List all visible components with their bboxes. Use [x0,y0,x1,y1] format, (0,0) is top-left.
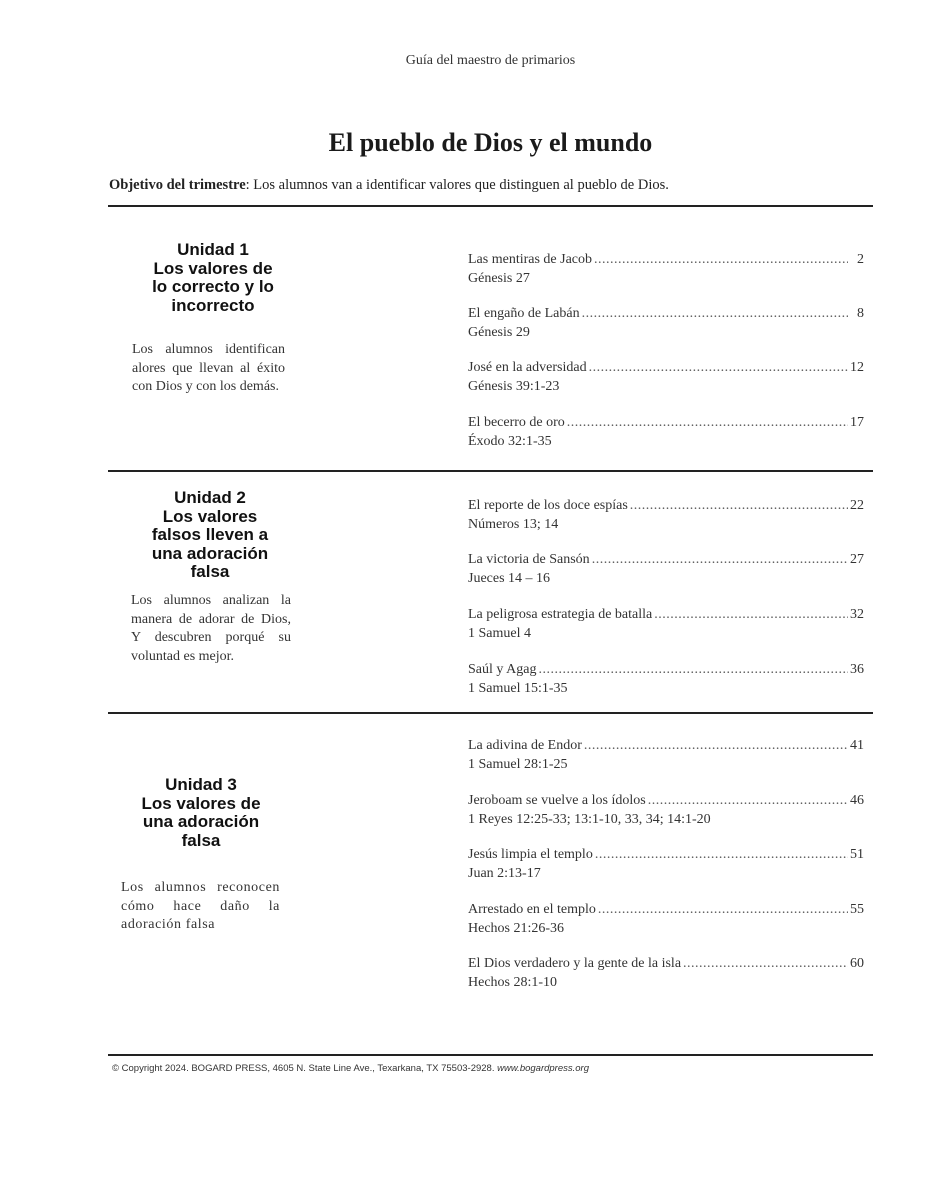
lesson-item [468,496,864,534]
unit-2-heading-line: una adoración [151,543,269,563]
lesson-title: Jeroboam se vuelve a los ídolos [468,793,646,808]
dot-leader [683,954,848,973]
lesson-page-number: 8 [857,306,864,321]
unit-1-heading-line: incorrecto [171,295,255,315]
scripture-reference: Hechos 21:26-36 [468,921,565,936]
lesson-item [468,250,864,288]
lesson-item [468,550,864,588]
lesson-title: La adivina de Endor [468,738,582,753]
lesson-title: El becerro de oro [468,415,565,430]
lesson-page-number: 27 [850,552,864,567]
lesson-title-line [468,413,864,432]
scripture-reference: Génesis 29 [468,325,530,340]
copyright-text: © Copyright 2024. BOGARD PRESS, 4605 N. State Line Ave., Texarkana, TX 75503-2928. [112,1063,498,1074]
lesson-page-number: 60 [850,956,864,971]
dot-leader [648,791,848,810]
unit-3-heading-line: Los valores de [141,793,261,813]
scripture-reference: 1 Samuel 28:1-25 [468,757,568,772]
lesson-title: El Dios verdadero y la gente de la isla [468,956,682,971]
lesson-title-line [468,358,864,377]
unit-1-description: Los alumnos identifican alores que llevan al éxito con Dios y con los demás. [132,342,285,394]
lesson-item [468,304,864,342]
lesson-page-number: 36 [850,662,864,677]
website-link[interactable]: www.bogardpress.org [497,1063,590,1074]
objective-text: : Los alumnos van a identificar valores que distinguen al pueblo de Dios. [245,177,669,193]
lesson-title: Jesús limpia el templo [468,847,593,862]
copyright-footer [112,1063,872,1074]
lesson-page-number: 32 [850,607,864,622]
scripture-reference: Números 13; 14 [468,517,559,532]
unit-2-heading-line: falsos lleven a [151,525,269,544]
unit-3-heading [101,776,301,850]
page-title: El pueblo de Dios y el mundo [328,128,653,157]
lesson-title: Las mentiras de Jacob [468,252,593,267]
lesson-item [468,660,864,698]
lesson-title-line [468,550,864,569]
lesson-page-number: 41 [850,738,864,753]
lesson-title-line [468,250,864,269]
unit-2-description: Los alumnos analizan la manera de adorar de Dios, Y descubren porqué su voluntad es mejor. [131,593,291,664]
lesson-item [468,605,864,643]
scripture-reference: 1 Samuel 15:1-35 [468,681,568,696]
lesson-item [468,845,864,883]
dot-leader [538,660,848,679]
dot-leader [630,496,848,515]
scripture-reference: Éxodo 32:1-35 [468,434,552,449]
lesson-page-number: 17 [850,415,864,430]
lesson-title-line [468,496,864,515]
dot-leader [654,605,848,624]
lesson-item [468,358,864,396]
lesson-title-line [468,736,864,755]
divider-footer [108,1054,873,1056]
lesson-title-line [468,304,864,323]
scripture-reference: Juan 2:13-17 [468,866,541,881]
scripture-reference: 1 Samuel 4 [468,626,531,641]
lesson-title-line [468,954,864,973]
scripture-reference: Génesis 39:1-23 [468,379,560,394]
quarter-objective [109,177,889,194]
lesson-item [468,954,864,992]
running-header: Guía del maestro de primarios [405,53,576,68]
scripture-reference: Hechos 28:1-10 [468,975,558,990]
unit-3-description: Los alumnos reconocen cómo hace daño la adoración falsa [121,880,280,932]
lesson-page-number: 12 [850,360,864,375]
lesson-page-number: 22 [850,498,864,513]
dot-leader [595,845,848,864]
dot-leader [589,358,848,377]
lesson-title: La victoria de Sansón [468,552,590,567]
scripture-reference: Génesis 27 [468,271,530,286]
lesson-title-line [468,660,864,679]
lesson-page-number: 55 [850,902,864,917]
unit-2-heading-line: Unidad 2 [174,488,246,507]
unit-1-heading-line: Los valores de [153,258,273,278]
scripture-reference: Jueces 14 – 16 [468,571,551,586]
divider-unit-3 [108,712,873,714]
lesson-title: El reporte de los doce espías [468,498,628,513]
dot-leader [592,550,848,569]
lesson-page-number: 2 [857,252,864,267]
unit-3-heading-line: Unidad 3 [165,775,237,794]
lesson-title-line [468,605,864,624]
divider-top [108,205,873,207]
lesson-title: Arrestado en el templo [468,902,596,917]
lesson-item [468,736,864,774]
lesson-title-line [468,900,864,919]
objective-label: Objetivo del trimestre [109,177,246,193]
unit-1-heading [113,241,313,315]
lesson-title: Saúl y Agag [468,662,537,677]
lesson-title: El engaño de Labán [468,306,580,321]
lesson-title: La peligrosa estrategia de batalla [468,607,653,622]
divider-unit-2 [108,470,873,472]
dot-leader [584,736,848,755]
lesson-title-line [468,791,864,810]
dot-leader [598,900,848,919]
unit-2-heading-line: falsa [190,562,230,581]
unit-2-heading [110,489,310,582]
unit-2-heading-line: Los valores [162,506,258,526]
unit-1-heading-line: lo correcto y lo [152,277,274,296]
lesson-item [468,900,864,938]
lesson-item [468,791,864,829]
lesson-title: José en la adversidad [468,360,587,375]
lesson-page-number: 51 [850,847,864,862]
scripture-reference: 1 Reyes 12:25-33; 13:1-10, 33, 34; 14:1-20 [468,812,711,827]
lesson-item [468,413,864,451]
lesson-title-line [468,845,864,864]
dot-leader [594,250,848,269]
dot-leader [567,413,848,432]
dot-leader [582,304,848,323]
unit-1-heading-line: Unidad 1 [177,240,249,259]
lesson-page-number: 46 [850,793,864,808]
unit-3-heading-line: falsa [181,830,221,850]
unit-3-heading-line: una adoración [142,812,260,831]
